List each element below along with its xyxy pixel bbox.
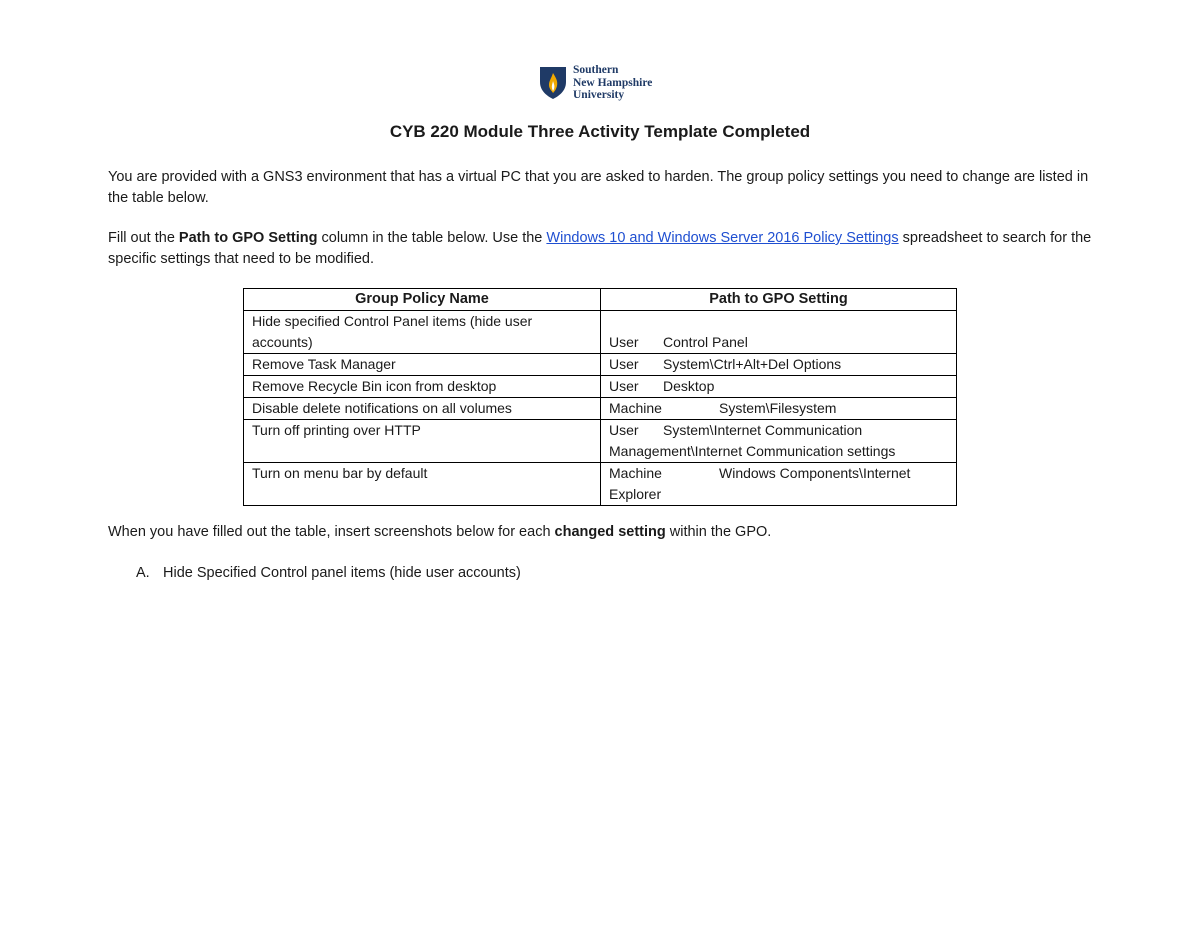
policy-name-cell: Remove Recycle Bin icon from desktop — [244, 376, 601, 398]
document-title: CYB 220 Module Three Activity Template Completed — [389, 122, 811, 141]
policy-path: Desktop — [663, 378, 715, 394]
list-item — [136, 563, 521, 584]
policy-path-cell — [601, 354, 957, 376]
policy-path: Control Panel — [663, 334, 748, 350]
policy-path-cell — [601, 398, 957, 420]
policy-path-cell — [601, 420, 957, 463]
policy-path: Windows Components\Internet Explorer — [609, 465, 911, 502]
instruction-prefix: Fill out the — [108, 230, 179, 246]
followup-paragraph — [108, 522, 1098, 543]
logo-line-1: Southern — [573, 64, 619, 76]
list-marker: A. — [136, 565, 150, 581]
table-row — [244, 420, 957, 463]
followup-bold: changed setting — [554, 524, 666, 540]
table-header-row — [244, 289, 957, 311]
policy-name-cell: Turn on menu bar by default — [244, 463, 601, 506]
policy-scope: User — [609, 378, 639, 394]
instruction-paragraph — [108, 228, 1098, 270]
policy-scope: User — [609, 422, 639, 438]
table-row — [244, 463, 957, 506]
header-group-policy-name: Group Policy Name — [244, 289, 601, 311]
followup-suffix: within the GPO. — [665, 524, 772, 540]
gpo-table — [243, 288, 957, 506]
instruction-suffix: spreadsheet to search for the specific settings that need to be modified. — [108, 230, 1092, 267]
instruction-bold: Path to GPO Setting — [178, 230, 318, 246]
table-row — [244, 311, 957, 354]
list-item-text: Hide Specified Control panel items (hide user accounts) — [163, 565, 521, 581]
policy-scope: User — [609, 356, 639, 372]
policy-scope: Machine — [609, 400, 662, 416]
policy-scope: Machine — [609, 465, 662, 481]
policy-name-cell: Remove Task Manager — [244, 354, 601, 376]
header-path-to-gpo-setting: Path to GPO Setting — [601, 289, 957, 311]
instruction-middle: column in the table below. Use the — [317, 230, 547, 246]
policy-path: System\Ctrl+Alt+Del Options — [663, 356, 842, 372]
policy-path: System\Filesystem — [719, 400, 837, 416]
policy-path-cell — [601, 376, 957, 398]
logo-line-3: University — [573, 89, 625, 101]
policy-settings-link[interactable]: Windows 10 and Windows Server 2016 Policy Settings — [546, 230, 899, 246]
policy-name-cell: Disable delete notifications on all volumes — [244, 398, 601, 420]
table-row — [244, 354, 957, 376]
table-row — [244, 398, 957, 420]
policy-scope: User — [609, 334, 639, 350]
followup-prefix: When you have filled out the table, insert screenshots below for each — [108, 524, 555, 540]
policy-path-cell — [601, 311, 957, 354]
policy-path: System\Internet Communication Management\Internet Communication settings — [609, 422, 896, 459]
logo-line-2: New Hampshire — [573, 76, 653, 89]
logo-wordmark — [573, 64, 652, 102]
policy-path-cell — [601, 463, 957, 506]
snhu-logo — [539, 64, 652, 102]
intro-paragraph: You are provided with a GNS3 environment that has a virtual PC that you are asked to harden. The group policy settings you need to change are listed in the table below. — [108, 169, 1089, 206]
table-row — [244, 376, 957, 398]
policy-name-cell: Hide specified Control Panel items (hide user accounts) — [244, 311, 601, 354]
policy-name-cell: Turn off printing over HTTP — [244, 420, 601, 463]
shield-flame-icon — [539, 66, 567, 100]
